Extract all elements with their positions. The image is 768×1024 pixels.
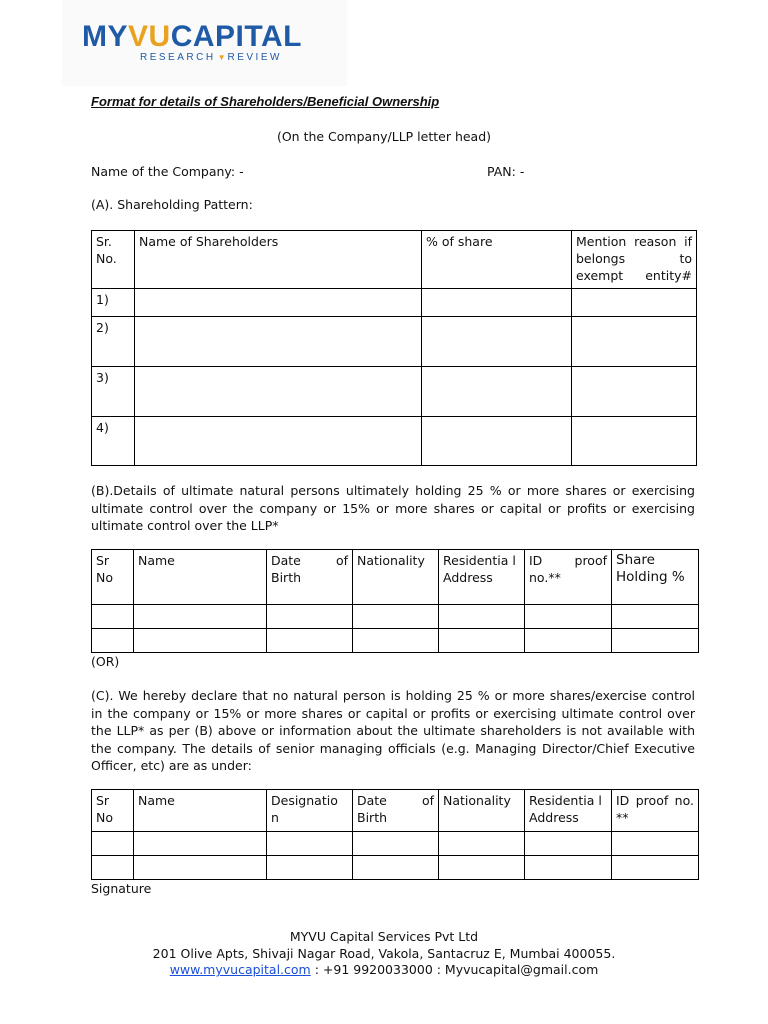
- table-cell[interactable]: [612, 605, 699, 629]
- table-cell[interactable]: [439, 832, 525, 856]
- managing-officials-table: [91, 789, 699, 880]
- header-residential-address: Residentia l Address: [439, 550, 525, 605]
- row-number: 3): [92, 367, 135, 417]
- logo-part-my: MY: [82, 20, 128, 53]
- header-sr-no: Sr. No.: [92, 231, 135, 289]
- header-id-proof: ID proof no.**: [525, 550, 612, 605]
- company-logo: [62, 0, 347, 86]
- header-name-of-shareholders: Name of Shareholders: [135, 231, 422, 289]
- table-row: [92, 289, 697, 317]
- logo-tagline-review: REVIEW: [227, 52, 282, 63]
- header-share-holding: Share Holding %: [612, 550, 699, 605]
- shareholding-table: [91, 230, 697, 466]
- table-row: [92, 417, 697, 466]
- header-name: Name: [134, 790, 267, 832]
- table-cell[interactable]: [525, 605, 612, 629]
- header-nationality: Nationality: [353, 550, 439, 605]
- logo-tagline-research: RESEARCH: [140, 52, 216, 63]
- table-row: [92, 629, 699, 653]
- signature-label: Signature: [91, 881, 152, 896]
- header-percent-share: % of share: [422, 231, 572, 289]
- table-cell[interactable]: [267, 605, 353, 629]
- table-cell[interactable]: [439, 856, 525, 880]
- table-cell[interactable]: [353, 856, 439, 880]
- header-sr-no: Sr No: [92, 790, 134, 832]
- table-cell[interactable]: [612, 832, 699, 856]
- header-nationality: Nationality: [439, 790, 525, 832]
- table-header-row: [92, 231, 697, 289]
- or-separator: (OR): [91, 654, 120, 669]
- header-name: Name: [134, 550, 267, 605]
- table-row: [92, 367, 697, 417]
- pan-label: PAN: -: [487, 164, 525, 179]
- table-cell[interactable]: [134, 605, 267, 629]
- exempt-reason-cell[interactable]: [572, 317, 697, 367]
- table-cell[interactable]: [525, 629, 612, 653]
- exempt-reason-cell[interactable]: [572, 417, 697, 466]
- table-cell[interactable]: [92, 629, 134, 653]
- table-header-row: [92, 550, 699, 605]
- table-cell[interactable]: [612, 856, 699, 880]
- table-cell[interactable]: [353, 629, 439, 653]
- header-date-of-birth: Date of Birth: [353, 790, 439, 832]
- row-number: 2): [92, 317, 135, 367]
- table-row: [92, 856, 699, 880]
- header-date-of-birth: Date of Birth: [267, 550, 353, 605]
- table-row: [92, 605, 699, 629]
- header-exempt-reason: Mention reason if belongs to exempt entity#: [572, 231, 697, 289]
- header-id-proof: ID proof no. **: [612, 790, 699, 832]
- triangle-down-icon: ▼: [217, 53, 226, 62]
- table-cell[interactable]: [525, 832, 612, 856]
- footer-address: 201 Olive Apts, Shivaji Nagar Road, Vakola, Santacruz E, Mumbai 400055.: [152, 945, 616, 961]
- table-row: [92, 832, 699, 856]
- share-percent-cell[interactable]: [422, 367, 572, 417]
- shareholder-name-cell[interactable]: [135, 317, 422, 367]
- header-sr-no: Sr No: [92, 550, 134, 605]
- share-percent-cell[interactable]: [422, 317, 572, 367]
- row-number: 4): [92, 417, 135, 466]
- company-name-label: Name of the Company: -: [91, 164, 244, 179]
- header-designation: Designatio n: [267, 790, 353, 832]
- table-row: [92, 317, 697, 367]
- ultimate-owners-table: [91, 549, 699, 653]
- table-cell[interactable]: [134, 856, 267, 880]
- table-cell[interactable]: [267, 629, 353, 653]
- footer: [0, 929, 768, 979]
- logo-part-vu: VU: [128, 20, 171, 53]
- share-percent-cell[interactable]: [422, 289, 572, 317]
- header-residential-address: Residentia l Address: [525, 790, 612, 832]
- section-b-text: (B).Details of ultimate natural persons ultimately holding 25 % or more shares or exercising ultimate control over the company or 15% or more shares or capital or profits or exercising ultimate control over the LLP*: [91, 483, 695, 533]
- logo-tagline: [140, 52, 282, 63]
- document-title: Format for details of Shareholders/Beneficial Ownership: [91, 94, 440, 109]
- table-cell[interactable]: [353, 832, 439, 856]
- shareholder-name-cell[interactable]: [135, 289, 422, 317]
- website-link[interactable]: www.myvucapital.com: [169, 962, 311, 977]
- table-cell[interactable]: [92, 605, 134, 629]
- table-cell[interactable]: [267, 856, 353, 880]
- exempt-reason-cell[interactable]: [572, 289, 697, 317]
- table-cell[interactable]: [134, 832, 267, 856]
- logo-wordmark: [82, 22, 302, 52]
- table-cell[interactable]: [439, 629, 525, 653]
- row-number: 1): [92, 289, 135, 317]
- shareholder-name-cell[interactable]: [135, 417, 422, 466]
- table-cell[interactable]: [134, 629, 267, 653]
- footer-contact: : +91 9920033000 : Myvucapital@gmail.com: [310, 962, 599, 977]
- exempt-reason-cell[interactable]: [572, 367, 697, 417]
- table-cell[interactable]: [92, 832, 134, 856]
- document-subtitle: (On the Company/LLP letter head): [276, 129, 492, 144]
- section-a-heading: (A). Shareholding Pattern:: [91, 197, 253, 212]
- table-header-row: [92, 790, 699, 832]
- table-cell[interactable]: [439, 605, 525, 629]
- table-cell[interactable]: [92, 856, 134, 880]
- table-cell[interactable]: [525, 856, 612, 880]
- table-cell[interactable]: [612, 629, 699, 653]
- share-percent-cell[interactable]: [422, 417, 572, 466]
- logo-part-capital: CAPITAL: [170, 20, 302, 53]
- table-cell[interactable]: [353, 605, 439, 629]
- footer-contact-line: [0, 962, 768, 979]
- section-c-text: (C). We hereby declare that no natural person is holding 25 % or more shares/exercise control in the company or 15% or more shares or capital or profits or exercising ultimate control over the LLP* as per (B) above or information about the ultimate shareholders is not available with the company. The details of senior managing officials (e.g. Managing Director/Chief Executive Officer, etc) are as under:: [91, 688, 695, 773]
- shareholder-name-cell[interactable]: [135, 367, 422, 417]
- footer-company-name: MYVU Capital Services Pvt Ltd: [289, 929, 479, 944]
- table-cell[interactable]: [267, 832, 353, 856]
